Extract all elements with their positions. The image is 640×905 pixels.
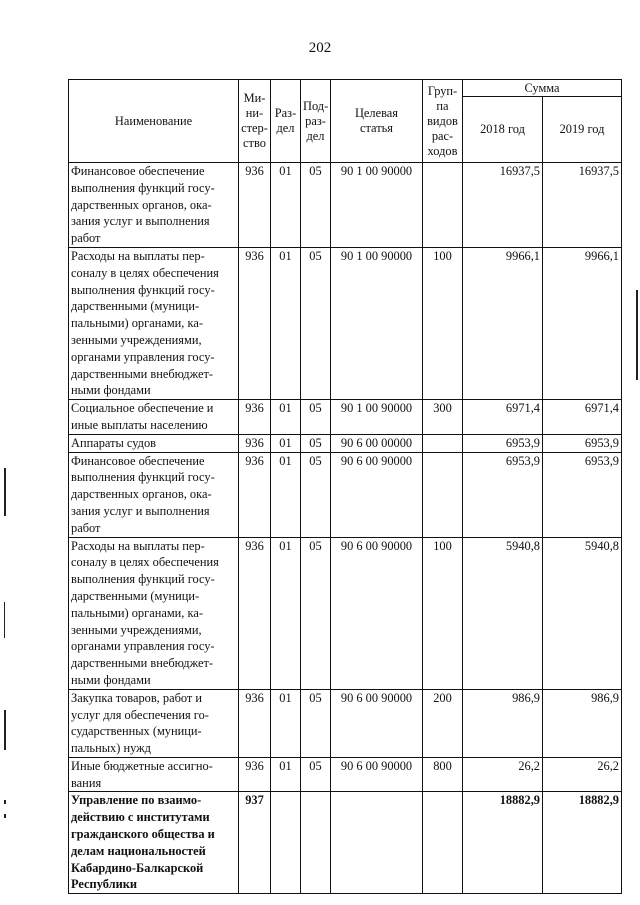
row-ministry: 936	[239, 537, 271, 689]
header-group: Груп- па видов рас- ходов	[423, 80, 463, 163]
row-group	[423, 434, 463, 452]
row-name: Аппараты судов	[69, 434, 239, 452]
row-subsection: 05	[301, 452, 331, 537]
row-subsection: 05	[301, 400, 331, 435]
row-sum-2018: 986,9	[463, 689, 543, 757]
row-section: 01	[271, 163, 301, 248]
scan-mark	[4, 800, 6, 804]
row-subsection: 05	[301, 757, 331, 792]
scan-mark	[4, 814, 6, 818]
row-target: 90 6 00 90000	[331, 537, 423, 689]
row-sum-2018: 6971,4	[463, 400, 543, 435]
row-name: Расходы на выплаты пер- соналу в целях обеспечения выполнения функций госу- дарственными (муници- пальными) органами, ка- зенными учреждениями, органами управления госу- дарственными внебюджет- ными фондами	[69, 537, 239, 689]
row-ministry: 936	[239, 452, 271, 537]
row-ministry: 936	[239, 689, 271, 757]
table-row	[69, 247, 622, 399]
row-subsection: 05	[301, 689, 331, 757]
row-group	[423, 792, 463, 894]
row-sum-2019: 6971,4	[543, 400, 622, 435]
row-sum-2019: 9966,1	[543, 247, 622, 399]
row-sum-2018: 9966,1	[463, 247, 543, 399]
header-name: Наименование	[69, 80, 239, 163]
row-sum-2018: 6953,9	[463, 452, 543, 537]
header-target: Целевая статья	[331, 80, 423, 163]
row-target: 90 6 00 00000	[331, 434, 423, 452]
row-sum-2019: 986,9	[543, 689, 622, 757]
table-row	[69, 792, 622, 894]
row-sum-2019: 26,2	[543, 757, 622, 792]
row-name: Управление по взаимо- действию с институтами гражданского общества и делам национальностей Кабардино-Балкарской Республики	[69, 792, 239, 894]
row-section	[271, 792, 301, 894]
scan-mark	[4, 710, 6, 750]
table-row	[69, 452, 622, 537]
row-subsection: 05	[301, 247, 331, 399]
header-section: Раз- дел	[271, 80, 301, 163]
row-ministry: 936	[239, 163, 271, 248]
row-section: 01	[271, 452, 301, 537]
row-sum-2019: 6953,9	[543, 434, 622, 452]
row-section: 01	[271, 400, 301, 435]
row-subsection: 05	[301, 163, 331, 248]
header-sum: Сумма	[463, 80, 622, 97]
scan-mark	[4, 468, 6, 516]
row-group	[423, 163, 463, 248]
row-sum-2019: 5940,8	[543, 537, 622, 689]
row-subsection: 05	[301, 434, 331, 452]
row-sum-2018: 18882,9	[463, 792, 543, 894]
row-section: 01	[271, 247, 301, 399]
row-ministry: 937	[239, 792, 271, 894]
row-target: 90 1 00 90000	[331, 163, 423, 248]
header-year-2019: 2019 год	[543, 97, 622, 163]
table-row	[69, 757, 622, 792]
row-group: 300	[423, 400, 463, 435]
row-ministry: 936	[239, 434, 271, 452]
row-group: 200	[423, 689, 463, 757]
row-sum-2019: 18882,9	[543, 792, 622, 894]
row-name: Финансовое обеспечение выполнения функций госу- дарственных органов, ока- зания услуг и выполнения работ	[69, 163, 239, 248]
header-year-2018: 2018 год	[463, 97, 543, 163]
table-row	[69, 434, 622, 452]
row-name: Расходы на выплаты пер- соналу в целях обеспечения выполнения функций госу- дарственными (муници- пальными) органами, ка- зенными учреждениями, органами управления госу- дарственными внебюджет- ными фондами	[69, 247, 239, 399]
row-name: Социальное обеспечение и иные выплаты населению	[69, 400, 239, 435]
row-sum-2019: 6953,9	[543, 452, 622, 537]
budget-table	[68, 79, 622, 894]
scan-mark	[4, 602, 5, 638]
row-ministry: 936	[239, 757, 271, 792]
row-group: 100	[423, 247, 463, 399]
row-target: 90 6 00 90000	[331, 757, 423, 792]
row-sum-2018: 6953,9	[463, 434, 543, 452]
row-target: 90 6 00 90000	[331, 452, 423, 537]
header-subsection: Под- раз- дел	[301, 80, 331, 163]
row-sum-2018: 16937,5	[463, 163, 543, 248]
header-ministry: Ми- ни- стер- ство	[239, 80, 271, 163]
row-ministry: 936	[239, 400, 271, 435]
table-row	[69, 689, 622, 757]
row-section: 01	[271, 434, 301, 452]
row-ministry: 936	[239, 247, 271, 399]
row-sum-2018: 5940,8	[463, 537, 543, 689]
table-row	[69, 400, 622, 435]
table-row	[69, 537, 622, 689]
row-subsection	[301, 792, 331, 894]
row-section: 01	[271, 757, 301, 792]
row-sum-2018: 26,2	[463, 757, 543, 792]
row-section: 01	[271, 689, 301, 757]
table-row	[69, 163, 622, 248]
table-body	[69, 163, 622, 894]
row-sum-2019: 16937,5	[543, 163, 622, 248]
row-group	[423, 452, 463, 537]
row-name: Закупка товаров, работ и услуг для обеспечения го- сударственных (муници- пальных) нужд	[69, 689, 239, 757]
scan-mark	[636, 290, 638, 380]
row-target	[331, 792, 423, 894]
page-number: 202	[308, 40, 332, 56]
row-section: 01	[271, 537, 301, 689]
row-target: 90 6 00 90000	[331, 689, 423, 757]
row-target: 90 1 00 90000	[331, 400, 423, 435]
row-group: 800	[423, 757, 463, 792]
row-group: 100	[423, 537, 463, 689]
row-subsection: 05	[301, 537, 331, 689]
row-name: Иные бюджетные ассигно- вания	[69, 757, 239, 792]
row-target: 90 1 00 90000	[331, 247, 423, 399]
row-name: Финансовое обеспечение выполнения функций госу- дарственных органов, ока- зания услуг и выполнения работ	[69, 452, 239, 537]
